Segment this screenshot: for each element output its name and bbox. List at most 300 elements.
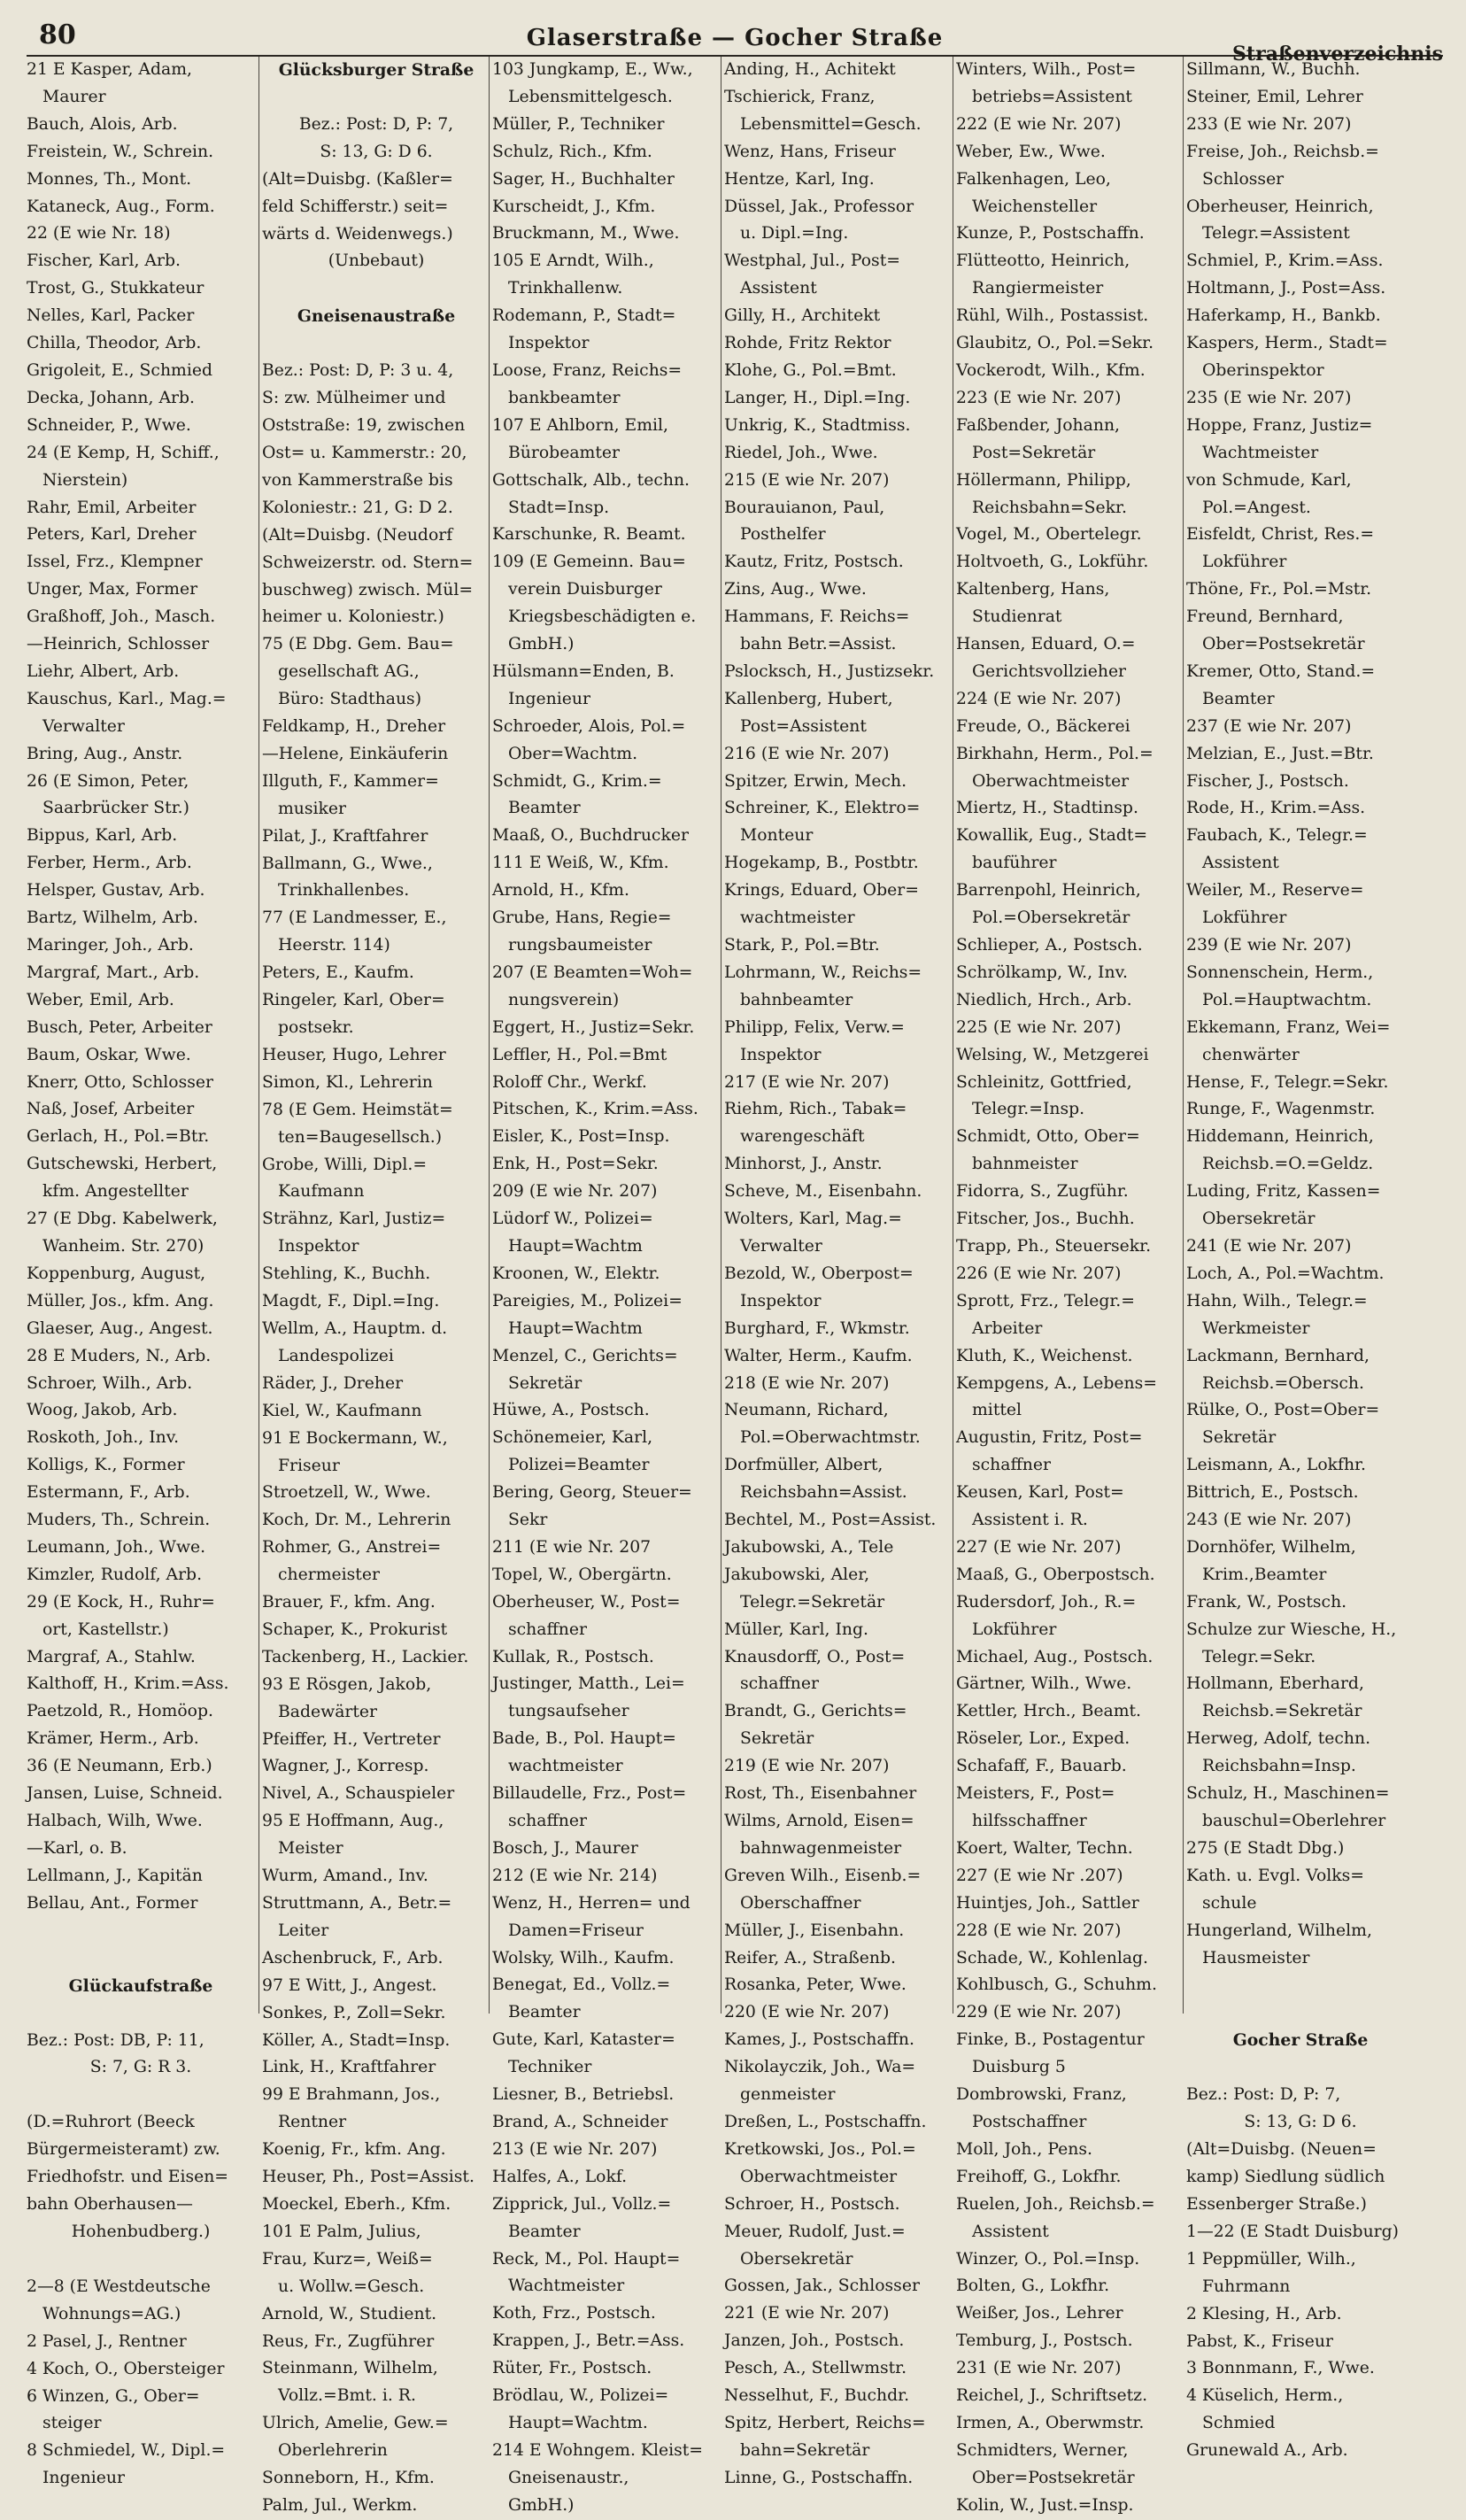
directory-line: Moll, Joh., Pens. [956,2139,1092,2159]
directory-line: Niedlich, Hrch., Arb. [956,990,1132,1009]
directory-line: Kohlbusch, G., Schuhm. [956,1975,1157,1995]
directory-line: Pitschen, K., Krim.=Ass. [492,1100,698,1119]
directory-line: Lokführer [1202,553,1287,572]
directory-line: Schulze zur Wiesche, H., [1186,1619,1397,1639]
directory-line: Chilla, Theodor, Arb. [27,334,202,353]
directory-line: Sillmann, W., Buchh. [1186,60,1361,79]
directory-line: Gerlach, H., Pol.=Btr. [27,1127,210,1147]
directory-line: Huintjes, Joh., Sattler [956,1893,1139,1913]
directory-line: Reichsb.=Sekretär [1202,1702,1362,1721]
directory-line: Assistent [972,2222,1049,2241]
directory-line: Kullak, R., Postsch. [492,1647,654,1666]
directory-line: schaffner [508,1619,587,1639]
directory-line: Kimzler, Rudolf, Arb. [27,1565,203,1584]
directory-line: Scheve, M., Eisenbahn. [724,1182,922,1202]
directory-line: Brauer, F., kfm. Ang. [262,1593,436,1612]
directory-line: Bosch, J., Maurer [492,1838,638,1858]
directory-line: 235 (E wie Nr. 207) [1186,388,1352,407]
directory-line: Leumann, Joh., Wwe. [27,1537,206,1557]
directory-line: Arnold, W., Studient. [262,2304,437,2323]
directory-line: Wenz, Hans, Friseur [724,142,896,161]
directory-line: Polizei=Beamter [508,1456,650,1475]
directory-line: Menzel, C., Gerichts= [492,1346,678,1365]
directory-line: Reck, M., Pol. Haupt= [492,2249,681,2269]
directory-line: Kempgens, A., Lebens= [956,1373,1157,1393]
directory-line: Glaeser, Aug., Angest. [27,1318,213,1338]
directory-line: 109 (E Gemeinn. Bau= [492,553,686,572]
directory-line: (Alt=Duisbg. (Neuen= [1186,2140,1377,2160]
directory-line: Obersekretär [1202,1210,1316,1229]
directory-line: Neumann, Richard, [724,1401,889,1420]
directory-line: Eisler, K., Post=Insp. [492,1127,670,1147]
directory-line: Bez.: Post: D, P: 7, [298,114,454,134]
directory-line: Tschierick, Franz, [724,87,876,106]
directory-line: Freude, O., Bäckerei [956,716,1130,736]
directory-line: Finke, B., Postagentur [956,2030,1145,2050]
directory-line: Techniker [508,2058,592,2077]
directory-line: Freihoff, G., Lokfhr. [956,2167,1122,2186]
directory-line: Hülsmann=Enden, B. [492,661,675,681]
directory-line: Schmied [1202,2414,1276,2433]
directory-line: bauführer [972,854,1057,873]
directory-line: Hollmann, Eberhard, [1186,1674,1364,1694]
directory-line: Telegr.=Sekretär [740,1592,885,1612]
directory-line: Loch, A., Pol.=Wachtm. [1186,1264,1385,1283]
directory-line: 239 (E wie Nr. 207) [1186,936,1352,955]
directory-line: Kames, J., Postschaffn. [724,2030,914,2050]
directory-line: Gutschewski, Herbert, [27,1155,218,1174]
directory-line: Welsing, W., Metzgerei [956,1045,1149,1064]
directory-line: Rode, H., Krim.=Ass. [1186,799,1366,818]
directory-line: Roloff Chr., Werkf. [492,1072,647,1092]
directory-line: Grobe, Willi, Dipl.= [262,1155,428,1174]
directory-line: Gottschalk, Alb., techn. [492,470,691,490]
directory-line: Minhorst, J., Anstr. [724,1155,883,1174]
directory-line: ort, Kastellstr.) [42,1619,169,1639]
directory-line: Oberheuser, W., Post= [492,1592,681,1612]
directory-line: Oberinspektor [1202,360,1324,380]
directory-line: 216 (E wie Nr. 207) [724,744,890,763]
directory-line: 233 (E wie Nr. 207) [1186,114,1352,134]
directory-line: Holtvoeth, G., Lokführ. [956,553,1149,572]
directory-line: Müller, P., Techniker [492,114,665,134]
directory-line: Knausdorff, O., Post= [724,1647,906,1666]
directory-line: Ober=Postsekretär [972,2468,1135,2487]
directory-line: 2 Klesing, H., Arb. [1186,2304,1342,2323]
directory-line: 2 Pasel, J., Rentner [27,2331,187,2351]
directory-line: Winzer, O., Pol.=Insp. [956,2249,1140,2269]
directory-line: Barrenpohl, Heinrich, [956,881,1141,901]
directory-line: Wenz, H., Herren= und [492,1893,691,1913]
directory-line: Oberwachtmeister [740,2167,898,2186]
directory-line: Janzen, Joh., Postsch. [724,2331,905,2351]
directory-line: Koenig, Fr., kfm. Ang. [262,2140,446,2160]
directory-line: Schlosser [1202,169,1285,189]
directory-line: Ruelen, Joh., Reichsb.= [956,2194,1155,2214]
directory-line: Inspektor [508,334,590,353]
directory-line: GmbH.) [508,635,575,654]
directory-line: warengeschäft [740,1127,865,1147]
directory-line: Obersekretär [740,2249,853,2269]
directory-line: Struttmann, A., Betr.= [262,1894,452,1913]
directory-line: chenwärter [1202,1045,1300,1064]
directory-line: bahn Oberhausen— [27,2195,193,2215]
directory-line: Koth, Frz., Postsch. [492,2304,656,2323]
street-heading: Gneisenaustraße [297,306,456,327]
directory-line: Reichsbahn=Insp. [1202,1757,1356,1776]
directory-line: 225 (E wie Nr. 207) [956,1017,1122,1037]
directory-line: Bolten, G., Lokfhr. [956,2277,1110,2296]
directory-line: musiker [278,799,347,818]
directory-line: Dreßen, L., Postschaffn. [724,2112,927,2131]
directory-line: —Karl, o. B. [27,1838,127,1858]
directory-line: Rüter, Fr., Postsch. [492,2359,652,2378]
directory-line: chermeister [278,1565,380,1585]
spacer [27,1918,255,1973]
directory-line: kamp) Siedlung südlich [1186,2168,1385,2187]
directory-line: Lebensmittel=Gesch. [740,114,922,134]
directory-line: 101 E Palm, Julius, [262,2222,421,2241]
directory-line: Sekretär [1202,1428,1277,1448]
directory-line: Bippus, Karl, Arb. [27,826,178,846]
directory-line: (Alt=Duisbg. (Kaßler= [262,169,453,189]
directory-line: Höllermann, Philipp, [956,470,1131,490]
directory-line: Irmen, A., Oberwmstr. [956,2413,1145,2432]
directory-line: Bezold, W., Oberpost= [724,1264,914,1283]
directory-line: Bartz, Wilhelm, Arb. [27,908,198,928]
directory-line: Nelles, Karl, Packer [27,306,195,326]
directory-line: Lüdorf W., Polizei= [492,1210,653,1229]
directory-line: Halbach, Wilh, Wwe. [27,1812,203,1830]
directory-line: kfm. Angestellter [42,1182,189,1202]
directory-line: Riehm, Rich., Tabak= [724,1100,907,1119]
directory-line: Müller, Karl, Ing. [724,1619,868,1639]
directory-line: Margraf, Mart., Arb. [27,962,200,982]
directory-line: Werkmeister [1202,1318,1310,1338]
directory-line: Maaß, O., Buchdrucker [492,826,689,846]
directory-line: Kiel, W., Kaufmann [262,1401,422,1420]
directory-line: Verwalter [42,716,125,736]
directory-line: von Schmude, Karl, [1186,470,1352,490]
directory-line: 223 (E wie Nr. 207) [956,388,1122,407]
directory-line: Bring, Aug., Anstr. [27,744,183,763]
directory-line: bauschul=Oberlehrer [1202,1812,1386,1830]
directory-line: Heerstr. 114) [278,936,390,955]
directory-line: 226 (E wie Nr. 207) [956,1264,1122,1283]
directory-line: Kaltenberg, Hans, [956,580,1110,599]
page-header [27,16,1443,66]
directory-line: Assistent [740,279,817,298]
directory-line: Fischer, J., Postsch. [1186,771,1349,791]
directory-line: Stroetzell, W., Wwe. [262,1483,431,1503]
directory-line: Reichsb.=Obersch. [1202,1373,1364,1393]
directory-line: Bellau, Ant., Former [27,1893,198,1913]
directory-line: Dornhöfer, Wilhelm, [1186,1537,1356,1557]
directory-line: Decka, Johann, Arb. [27,388,196,407]
directory-line: Loose, Franz, Reichs= [492,360,683,380]
directory-line: Moeckel, Eberh., Kfm. [262,2194,451,2214]
directory-line: Damen=Friseur [508,1921,644,1940]
directory-line: Trost, G., Stukkateur [27,279,204,298]
directory-line: Kaufmann [278,1182,365,1202]
directory-line: von Kammerstraße bis [262,470,453,490]
directory-line: Leismann, A., Lokfhr. [1186,1456,1366,1475]
directory-line: S: 13, G: D 6. [320,142,433,161]
directory-line: 93 E Rösgen, Jakob, [262,1674,432,1694]
directory-line: Koloniestr.: 21, G: D 2. [262,498,453,517]
directory-line: Schmidt, Otto, Ober= [956,1127,1140,1147]
directory-line: Lebensmittelgesch. [508,87,673,106]
directory-line: 222 (E wie Nr. 207) [956,114,1122,134]
directory-line: Nierstein) [42,470,128,490]
directory-line: Pol.=Obersekretär [972,908,1130,928]
directory-line: buschweg) zwisch. Mül= [262,580,474,599]
directory-line: S: 13, G: D 6. [1244,2113,1357,2132]
directory-line: Essenberger Straße.) [1186,2194,1367,2214]
directory-line: Leiter [278,1921,329,1940]
directory-line: Ringeler, Karl, Ober= [262,991,445,1010]
directory-line: Justinger, Matth., Lei= [492,1674,685,1694]
directory-line: Hogekamp, B., Postbtr. [724,854,919,873]
directory-line: Illguth, F., Kammer= [262,771,439,791]
directory-line: Hausmeister [1202,1948,1310,1967]
directory-line: Ekkemann, Franz, Wei= [1186,1017,1391,1037]
directory-line: postsekr. [278,1018,354,1037]
directory-line: Schlieper, A., Postsch. [956,936,1143,955]
directory-line: Hoppe, Franz, Justiz= [1186,415,1373,435]
directory-line: Heuser, Hugo, Lehrer [262,1045,446,1064]
directory-line: —Helene, Einkäuferin [262,744,449,763]
directory-line: Kaspers, Herm., Stadt= [1186,334,1388,353]
directory-line: schaffner [740,1674,819,1694]
directory-line: Beamter [508,2003,581,2022]
directory-line: Oberschaffner [740,1893,861,1913]
directory-line: Wilms, Arnold, Eisen= [724,1812,914,1830]
directory-line: 1—22 (E Stadt Duisburg) [1186,2222,1400,2241]
street-heading: Glücksburger Straße [278,60,475,80]
directory-line: Glaubitz, O., Pol.=Sekr. [956,334,1154,353]
directory-line: Philipp, Felix, Verw.= [724,1017,905,1037]
directory-line: Holtmann, J., Post=Ass. [1186,279,1386,298]
directory-line: Koppenburg, August, [27,1264,206,1283]
directory-line: Ferber, Herm., Arb. [27,854,192,873]
directory-line: Beamter [508,799,581,818]
directory-line: Runge, F., Wagenmstr. [1186,1100,1376,1119]
directory-line: Spitzer, Erwin, Mech. [724,771,907,791]
directory-line: Topel, W., Obergärtn. [492,1565,672,1584]
directory-line: Wohnungs=AG.) [42,2304,181,2323]
directory-line: Meisters, F., Post= [956,1784,1115,1804]
directory-line: Röseler, Lor., Exped. [956,1729,1130,1749]
directory-line: Wellm, A., Hauptm. d. [262,1318,448,1338]
directory-line: Steinmann, Wilhelm, [262,2359,438,2378]
directory-line: Pilat, J., Kraftfahrer [262,826,428,846]
directory-line: Inspektor [278,1237,359,1256]
directory-line: Reichsbahn=Assist. [740,1483,907,1503]
directory-line: Schroer, Wilh., Arb. [27,1373,193,1393]
directory-line: Monteur [740,826,814,846]
directory-line: betriebs=Assistent [972,87,1132,106]
directory-line: 3 Bonnmann, F., Wwe. [1186,2359,1375,2378]
directory-line: Monnes, Th., Mont. [27,169,192,189]
directory-line: Schroeder, Alois, Pol.= [492,716,686,736]
directory-line: Müller, Jos., kfm. Ang. [27,1291,214,1310]
directory-line: Hahn, Wilh., Telegr.= [1186,1291,1368,1310]
directory-line: Hungerland, Wilhelm, [1186,1921,1372,1940]
directory-line: Bourauianon, Paul, [724,498,885,517]
directory-line: Wolters, Karl, Mag.= [724,1210,902,1229]
directory-line: Feldkamp, H., Dreher [262,717,446,737]
directory-line: Wanheim. Str. 270) [42,1236,204,1256]
directory-line: Vogel, M., Obertelegr. [956,525,1142,545]
directory-line: Spitz, Herbert, Reichs= [724,2413,926,2432]
directory-line: Kettler, Hrch., Beamt. [956,1702,1142,1721]
directory-line: Schönemeier, Karl, [492,1428,653,1448]
directory-line: Luding, Fritz, Kassen= [1186,1182,1381,1202]
directory-line: Graßhoff, Joh., Masch. [27,607,216,627]
directory-line: Klohe, G., Pol.=Bmt. [724,360,897,380]
directory-line: Sprott, Frz., Telegr.= [956,1291,1135,1310]
directory-line: 8 Schmiedel, W., Dipl.= [27,2441,226,2461]
directory-line: Wachtmeister [1202,443,1319,462]
directory-line: Kowallik, Eug., Stadt= [956,826,1148,846]
directory-line: 36 (E Neumann, Erb.) [27,1757,212,1776]
directory-line: Stadt=Insp. [508,498,610,517]
directory-line: Eisfeldt, Christ, Res.= [1186,525,1375,545]
directory-line: Ingenieur [508,689,590,708]
directory-line: Telegr.=Insp. [972,1100,1085,1119]
directory-line: Unger, Max, Former [27,580,198,599]
directory-line: Riedel, Joh., Wwe. [724,443,878,462]
directory-line: Herweg, Adolf, techn. [1186,1729,1371,1749]
directory-line: Schneider, P., Wwe. [27,415,191,435]
directory-line: Schulz, H., Maschinen= [1186,1784,1390,1804]
directory-line: Magdt, F., Dipl.=Ing. [262,1292,440,1311]
directory-line: 105 E Arndt, Wilh., [492,251,654,271]
directory-line: Frank, W., Postsch. [1186,1592,1347,1612]
directory-line: Maurer [42,87,106,106]
directory-line: Wagner, J., Korresp. [262,1757,429,1776]
directory-line: Telegr.=Assistent [1202,224,1350,243]
directory-line: Ober=Postsekretär [1202,635,1365,654]
directory-line: Rosanka, Peter, Wwe. [724,1975,907,1995]
directory-line: 111 E Weiß, W., Kfm. [492,854,669,873]
directory-line: 4 Koch, O., Obersteiger [27,2359,225,2378]
directory-line: schule [1202,1893,1257,1913]
directory-line: Maaß, G., Oberpostsch. [956,1565,1155,1584]
directory-line: u. Wollw.=Gesch. [278,2277,425,2296]
directory-line: Vockerodt, Wilh., Kfm. [956,360,1146,380]
directory-line: Estermann, F., Arb. [27,1483,190,1503]
directory-line: Helsper, Gustav, Arb. [27,881,205,901]
directory-line: Koch, Dr. M., Lehrerin [262,1511,451,1530]
directory-line: Düssel, Jak., Professor [724,197,914,216]
directory-line: —Heinrich, Schlosser [27,635,210,654]
directory-line: Oberheuser, Heinrich, [1186,197,1374,216]
directory-line: Eggert, H., Justiz=Sekr. [492,1017,695,1037]
directory-line: Vollz.=Bmt. i. R. [278,2386,416,2406]
directory-line: Jakubowski, Aler, [724,1565,870,1584]
street-heading: Glückaufstraße [68,1975,213,1996]
directory-line: Grube, Hans, Regie= [492,908,672,928]
directory-line: Schmidt, G., Krim.= [492,771,662,791]
directory-line: Brödlau, W., Polizei= [492,2386,669,2406]
directory-line: Trinkhallenbes. [278,881,410,901]
directory-line: Köller, A., Stadt=Insp. [262,2030,451,2050]
directory-line: Kunze, P., Postschaffn. [956,224,1145,243]
directory-line: 24 (E Kemp, H, Schiff., [27,443,220,462]
directory-line: Verwalter [740,1236,822,1256]
directory-line: Falkenhagen, Leo, [956,169,1111,189]
directory-line: Schrölkamp, W., Inv. [956,962,1128,982]
directory-line: Studienrat [972,607,1062,627]
directory-line: Schweizerstr. od. Stern= [262,553,474,572]
directory-line: Fitscher, Jos., Buchh. [956,1210,1135,1229]
directory-line: Rohde, Fritz Rektor [724,334,891,353]
column-1 [27,57,255,2488]
directory-line: Knerr, Otto, Schlosser [27,1072,213,1092]
directory-line: 209 (E wie Nr. 207) [492,1182,658,1202]
directory-line: Stark, P., Pol.=Btr. [724,936,880,955]
directory-line: (Alt=Duisbg. (Neudorf [262,525,453,545]
directory-line: Kurscheidt, J., Kfm. [492,197,656,216]
directory-line: Nikolayczik, Joh., Wa= [724,2058,916,2077]
directory-line: Sonneborn, H., Kfm. [262,2469,435,2488]
directory-line: wärts d. Weidenwegs.) [262,224,453,243]
directory-line: Kallenberg, Hubert, [724,689,893,708]
directory-line: Oberlehrerin [278,2441,388,2461]
directory-line: Schleinitz, Gottfried, [956,1072,1132,1092]
directory-line: Burghard, F., Wkmstr. [724,1318,910,1338]
directory-line: Telegr.=Sekr. [1202,1647,1316,1666]
running-title: Glaserstraße — Gocher Straße [526,25,944,51]
directory-line: Leffler, H., Pol.=Bmt [492,1045,667,1064]
directory-line: Flütteotto, Heinrich, [956,251,1130,271]
directory-line: Kroonen, W., Elektr. [492,1264,660,1283]
directory-line: ten=Baugesellsch.) [278,1127,443,1147]
directory-line: Fischer, Karl, Arb. [27,251,181,271]
spacer [27,2000,255,2028]
directory-line: Rülke, O., Post=Ober= [1186,1401,1380,1420]
directory-line: Arbeiter [972,1318,1043,1338]
directory-line: Post=Assistent [740,716,867,736]
directory-line: Rangiermeister [972,279,1104,298]
directory-line: Tackenberg, H., Lackier. [262,1647,469,1666]
directory-line: rungsbaumeister [508,936,652,955]
directory-line: Peters, E., Kaufm. [262,963,414,983]
directory-line: Nesselhut, F., Buchdr. [724,2386,910,2406]
directory-line: Gossen, Jak., Schlosser [724,2277,920,2296]
directory-line: Grigoleit, E., Schmied [27,360,212,380]
directory-line: verein Duisburger [508,580,662,599]
directory-line: 217 (E wie Nr. 207) [724,1072,890,1092]
directory-line: Peters, Karl, Dreher [27,525,197,545]
directory-line: Haupt=Wachtm [508,1318,643,1338]
directory-line: Trapp, Ph., Steuersekr. [956,1236,1152,1256]
directory-line: 6 Winzen, G., Ober= [27,2386,200,2406]
directory-line: Rahr, Emil, Arbeiter [27,498,197,517]
directory-line: Wolsky, Wilh., Kaufm. [492,1948,675,1967]
directory-line: Kriegsbeschädigten e. [508,607,697,627]
directory-line: schaffner [508,1812,587,1830]
directory-line: heimer u. Koloniestr.) [262,607,444,627]
directory-line: Haupt=Wachtm [508,1236,643,1256]
directory-line: Beamter [508,2222,581,2241]
column-divider [258,57,259,2014]
directory-line: Sonnenschein, Herm., [1186,962,1374,982]
directory-line: Duisburg 5 [972,2058,1066,2077]
directory-line: Freise, Joh., Reichsb.= [1186,142,1379,161]
